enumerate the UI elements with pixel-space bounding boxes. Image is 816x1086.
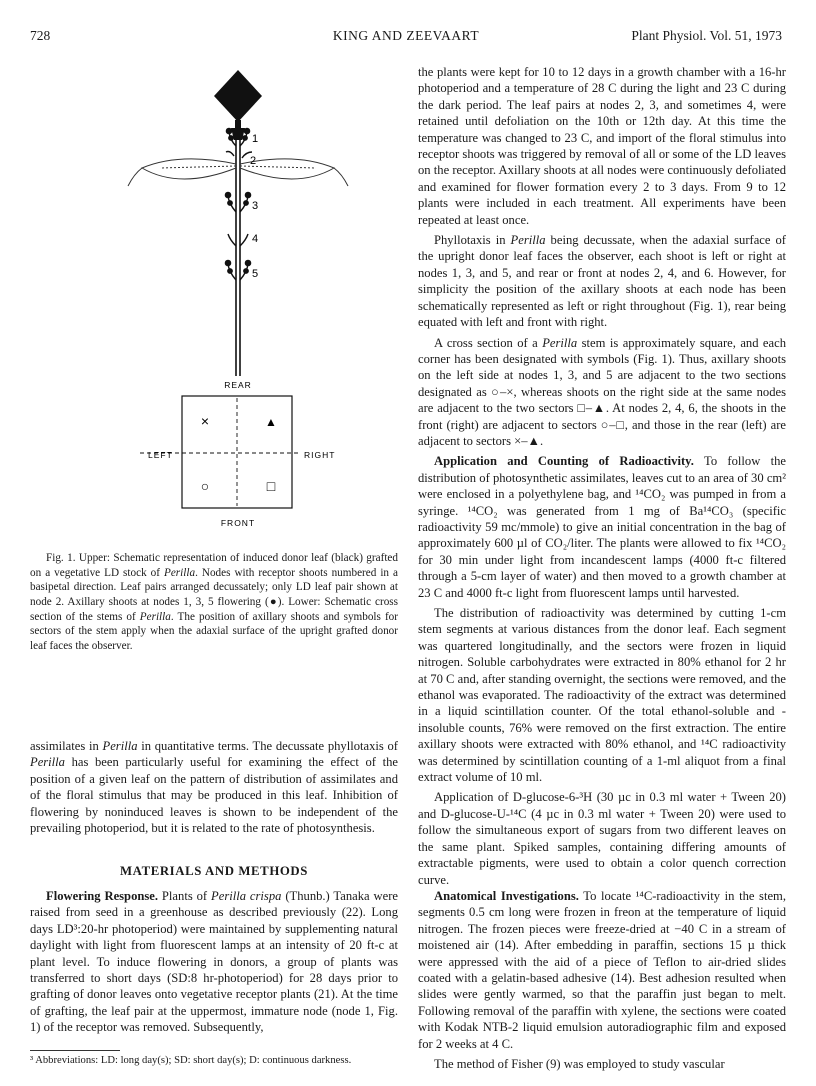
node-label-1: 1 bbox=[252, 133, 259, 145]
running-authors: KING AND ZEEVAART bbox=[332, 28, 480, 43]
paragraph: Application and Counting of Radioactivity. To follow the distribution of photosynthetic assimilates, leaves cut to an area of 30 cm² were enclosed in a polyethylene bag, and ¹⁴CO₂ was pumped in from a syringe. ¹⁴CO₂ was generated from 1 mg of Ba¹⁴CO₃ (specific radioactivity 59 mc/mmole) to give an initial concentration in the bag of approximately 600 µl of CO₂/liter. The plants were allowed to fix ¹⁴CO₂ for 30 min under light from incandescent lamps (4000 ft-c filtered through a 5-cm layer of water) and then moved to a growth chamber at 23 C and 4000 ft-c light from fluorescent lamps until harvested. bbox=[418, 454, 786, 600]
left-column-intro: assimilates in Perilla in quantitative terms. The decussate phyllotaxis of Perilla has been particularly useful for examining the effect of the position of a given leaf on the pattern of distribution of assimilates and of the floral stimulus that may be produced in this leaf. Inhibition of flowering by noninduced leaves is shown to be independent of the prevailing photoperiod, but it is related to the rate of photosynthesis. bbox=[30, 739, 399, 836]
footnote-rule bbox=[30, 1050, 120, 1051]
node-5-shoots bbox=[225, 260, 250, 280]
node-4-shoots bbox=[228, 234, 248, 246]
node-label-2: 2 bbox=[250, 155, 257, 167]
page-header bbox=[30, 28, 782, 48]
footnote: ³ Abbreviations: LD: long day(s); SD: short day(s); D: continuous darkness. bbox=[30, 1055, 352, 1066]
paragraph: the plants were kept for 10 to 12 days in a growth chamber with a 16-hr photoperiod and a temperature of 28 C during the light and 23 C during the dark period. The leaf pairs at nodes 2, 3, and sometimes 4, were retained until defoliation on the 10th or 12th day. At this time the temperature was changed to 23 C, and import of the floral stimulus into receptor shoots was triggered by removal of all or some of the LD leaves on the receptor. Axillary shoots at all nodes were continuously defoliated and examined for flower formation every 2 to 3 days. From 9 to 12 plants were included in each treatment. All experiments have been repeated at least once. bbox=[418, 65, 786, 227]
page-number: 728 bbox=[30, 28, 51, 43]
node-label-5: 5 bbox=[252, 268, 259, 280]
donor-leaf bbox=[214, 70, 262, 128]
figure-1 bbox=[30, 64, 400, 538]
paragraph: Application of D-glucose-6-³H (30 µc in 0.3 ml water + Tween 20) and D-glucose-U-¹⁴C (4 µc in 0.3 ml water + Tween 20) were used to follow the simultaneous export of sugars from two different leaves on the same plant. Spiked samples, containing differing amounts of extractable pigments, were used to obtain a color quench correction curve. bbox=[418, 790, 786, 887]
symbol-square: □ bbox=[266, 478, 276, 494]
right-column bbox=[418, 64, 786, 1072]
paragraph: The method of Fisher (9) was employed to study vascular bbox=[434, 1056, 725, 1071]
symbol-circle: ○ bbox=[200, 478, 210, 494]
figure-caption: Fig. 1. Upper: Schematic representation of induced donor leaf (black) grafted on a vegetative LD stock of Perilla. Nodes with receptor shoots numbered in a basipetal direction. Leaf pairs arranged decussately; only LD leaf pair shown at node 2. Axillary shoots at nodes 1, 3, 5 flowering (●). Lower: Schematic cross section of the stems of Perilla. The position of axillary shoots and symbols for sectors of the stem apply when the adaxial surface of the upright grafted donor leaf faces the observer. bbox=[30, 552, 398, 652]
label-left: LEFT bbox=[148, 450, 173, 460]
node-label-3: 3 bbox=[252, 200, 259, 212]
symbol-triangle: ▲ bbox=[265, 415, 277, 429]
node-label-4: 4 bbox=[252, 233, 259, 245]
node-3-shoots bbox=[225, 192, 250, 212]
journal-citation: Plant Physiol. Vol. 51, 1973 bbox=[631, 28, 782, 43]
symbol-cross: × bbox=[200, 413, 210, 429]
label-right: RIGHT bbox=[304, 450, 336, 460]
paragraph: Phyllotaxis in Perilla being decussate, when the adaxial surface of the upright donor leaf faces the observer, each shoot is left or right at nodes 1, 3, and 5, and rear or front at nodes 2, 4, and 6. However, for simplicity the position of the axillary shoots at each node has been schematically represented as left or right throughout (Fig. 1), rear being equated with left and front with right. bbox=[418, 233, 786, 330]
flowering-response: Flowering Response. Plants of Perilla crispa (Thunb.) Tanaka were raised from seed in a greenhouse as described previously (22). Long days LD³:20-hr photoperiod) were maintained by supplementing natural daylight with light from fluorescent lamps at an intensity of 20 ft-c at plant level. To induce flowering in donors, a group of plants was transferred to short days (SD:8 hr-photoperiod) for 28 days prior to grafting of donor leaves onto vegetative receptor plants (21). At the time of grafting, the leaf pair at the uppermost, immature node (node 1, Fig. 1) of the receptor was removed. Subsequently, bbox=[30, 889, 398, 1035]
label-front: FRONT bbox=[220, 518, 256, 528]
paragraph: Anatomical Investigations. To locate ¹⁴C-radioactivity in the stem, segments 0.5 cm long were frozen in freon at the temperature of liquid nitrogen. The frozen pieces were freeze-dried at −40 C in a stream of moistened air (14). After embedding in paraffin, sections 15 µ thick were appressed with the aid of a piece of Teflon to air-dried slides coated with a gelatin-based adhesive (14). Best adhesion resulted when slides were gently warmed, so that the paraffin just began to melt. Following removal of the paraffin with xylene, the sections were coated with Kodak NTB-2 liquid emulsion autoradiographic film and exposed for 2 weeks at 4 C. bbox=[418, 888, 786, 1051]
paragraph: A cross section of a Perilla stem is approximately square, and each corner has been designated with symbols (Fig. 1). Thus, axillary shoots on the left side at nodes 1, 3, and 5 are adjacent to the two sections designated as ○–×, whereas shoots on the right side at the same nodes are adjacent to the two sectors □–▲. At nodes 2, 4, 6, the shoots in the front (right) are adjacent to sectors ○–□, and those in the rear (left) are adjacent to sectors ×–▲. bbox=[418, 335, 786, 448]
label-rear: REAR bbox=[224, 380, 252, 390]
section-title: MATERIALS AND METHODS bbox=[120, 864, 308, 878]
ld-leaf-pair bbox=[128, 152, 348, 187]
receptor-stem bbox=[236, 138, 240, 376]
paragraph: The distribution of radioactivity was determined by cutting 1-cm stem segments at various distances from the donor leaf. Each segment was quartered longitudinally, and the sectors were frozen in liquid nitrogen. Soluble carbohydrates were extracted in 80% ethanol for 2 hr at 70 C and, after standing overnight, the sections were removed, and the ethanol was evaporated. The radioactivity of the extract was determined in a liquid scintillation counter. Of the total ethanol-soluble and -insoluble counts, 76% were removed on the first extraction. The entire axillary shoots were extracted with 80% ethanol, and ¹⁴C radioactivity was determined by scintillation counting of a 1-ml aliquot from a final extract volume of 10 ml. bbox=[418, 606, 786, 785]
